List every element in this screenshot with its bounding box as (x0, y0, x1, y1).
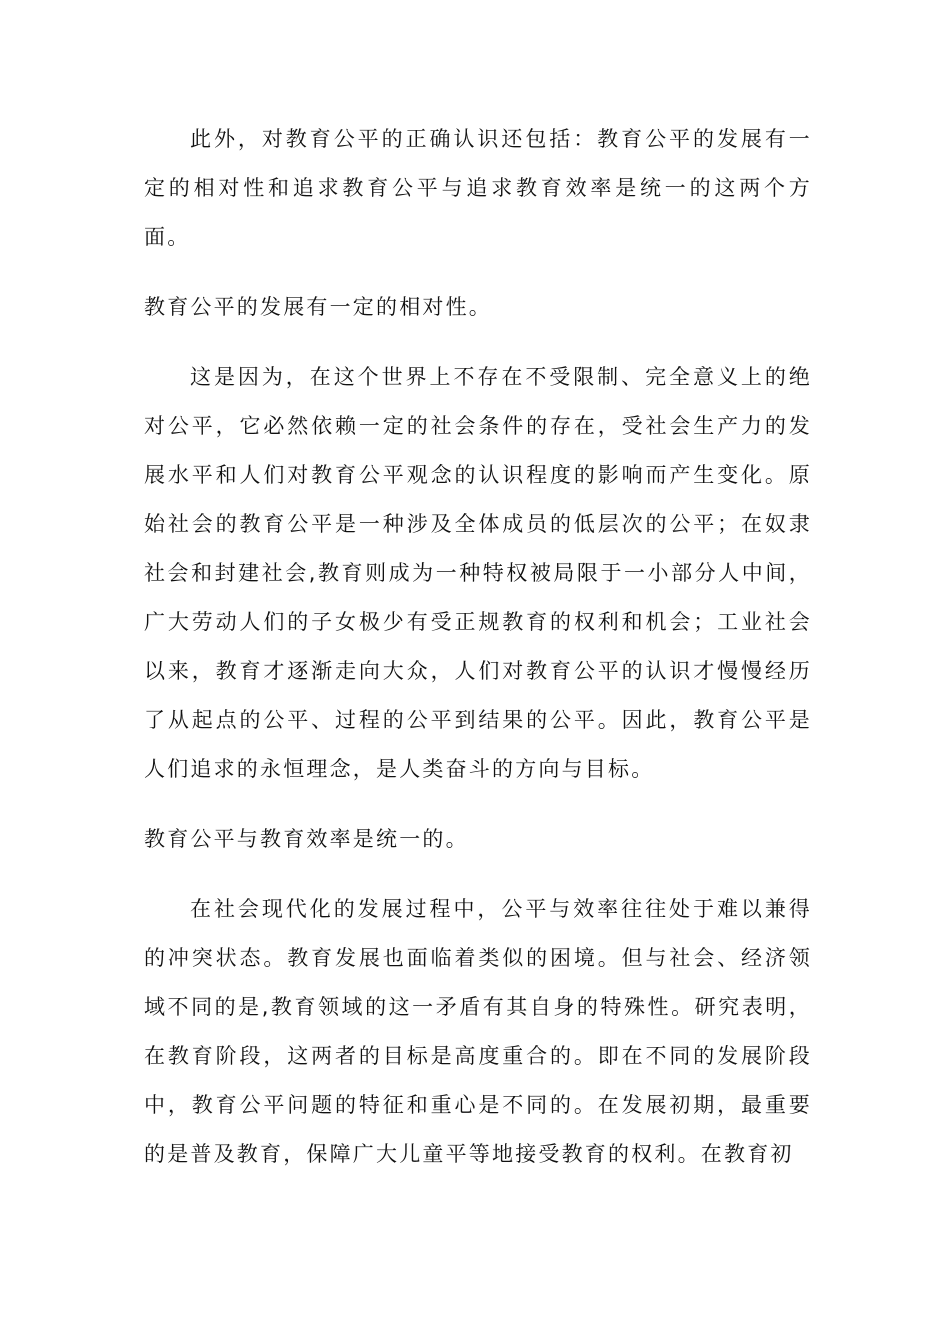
paragraph-intro: 此外，对教育公平的正确认识还包括：教育公平的发展有一定的相对性和追求教育公平与追求教育效率是统一的这两个方面。 (144, 127, 812, 249)
paragraph-unity: 在社会现代化的发展过程中，公平与效率往往处于难以兼得的冲突状态。教育发展也面临着类似的困境。但与社会、经济领域不同的是,教育领域的这一矛盾有其自身的特殊性。研究表明，在教育阶段，这两者的目标是高度重合的。即在不同的发展阶段中，教育公平问题的特征和重心是不同的。在发展初期，最重要的是普及教育，保障广大儿童平等地接受教育的权利。在教育初 (144, 897, 812, 1166)
document-body (144, 115, 812, 1200)
paragraph-relativity: 这是因为，在这个世界上不存在不受限制、完全意义上的绝对公平，它必然依赖一定的社会条件的存在，受社会生产力的发展水平和人们对教育公平观念的认识程度的影响而产生变化。原始社会的教育公平是一种涉及全体成员的低层次的公平；在奴隶社会和封建社会,教育则成为一种特权被局限于一小部分人中间，广大劳动人们的子女极少有受正规教育的权利和机会；工业社会以来，教育才逐渐走向大众，人们对教育公平的认识才慢慢经历了从起点的公平、过程的公平到结果的公平。因此，教育公平是人们追求的永恒理念，是人类奋斗的方向与目标。 (144, 365, 812, 781)
section-heading-unity: 教育公平与教育效率是统一的。 (144, 827, 469, 851)
section-heading-relativity: 教育公平的发展有一定的相对性。 (144, 295, 492, 319)
